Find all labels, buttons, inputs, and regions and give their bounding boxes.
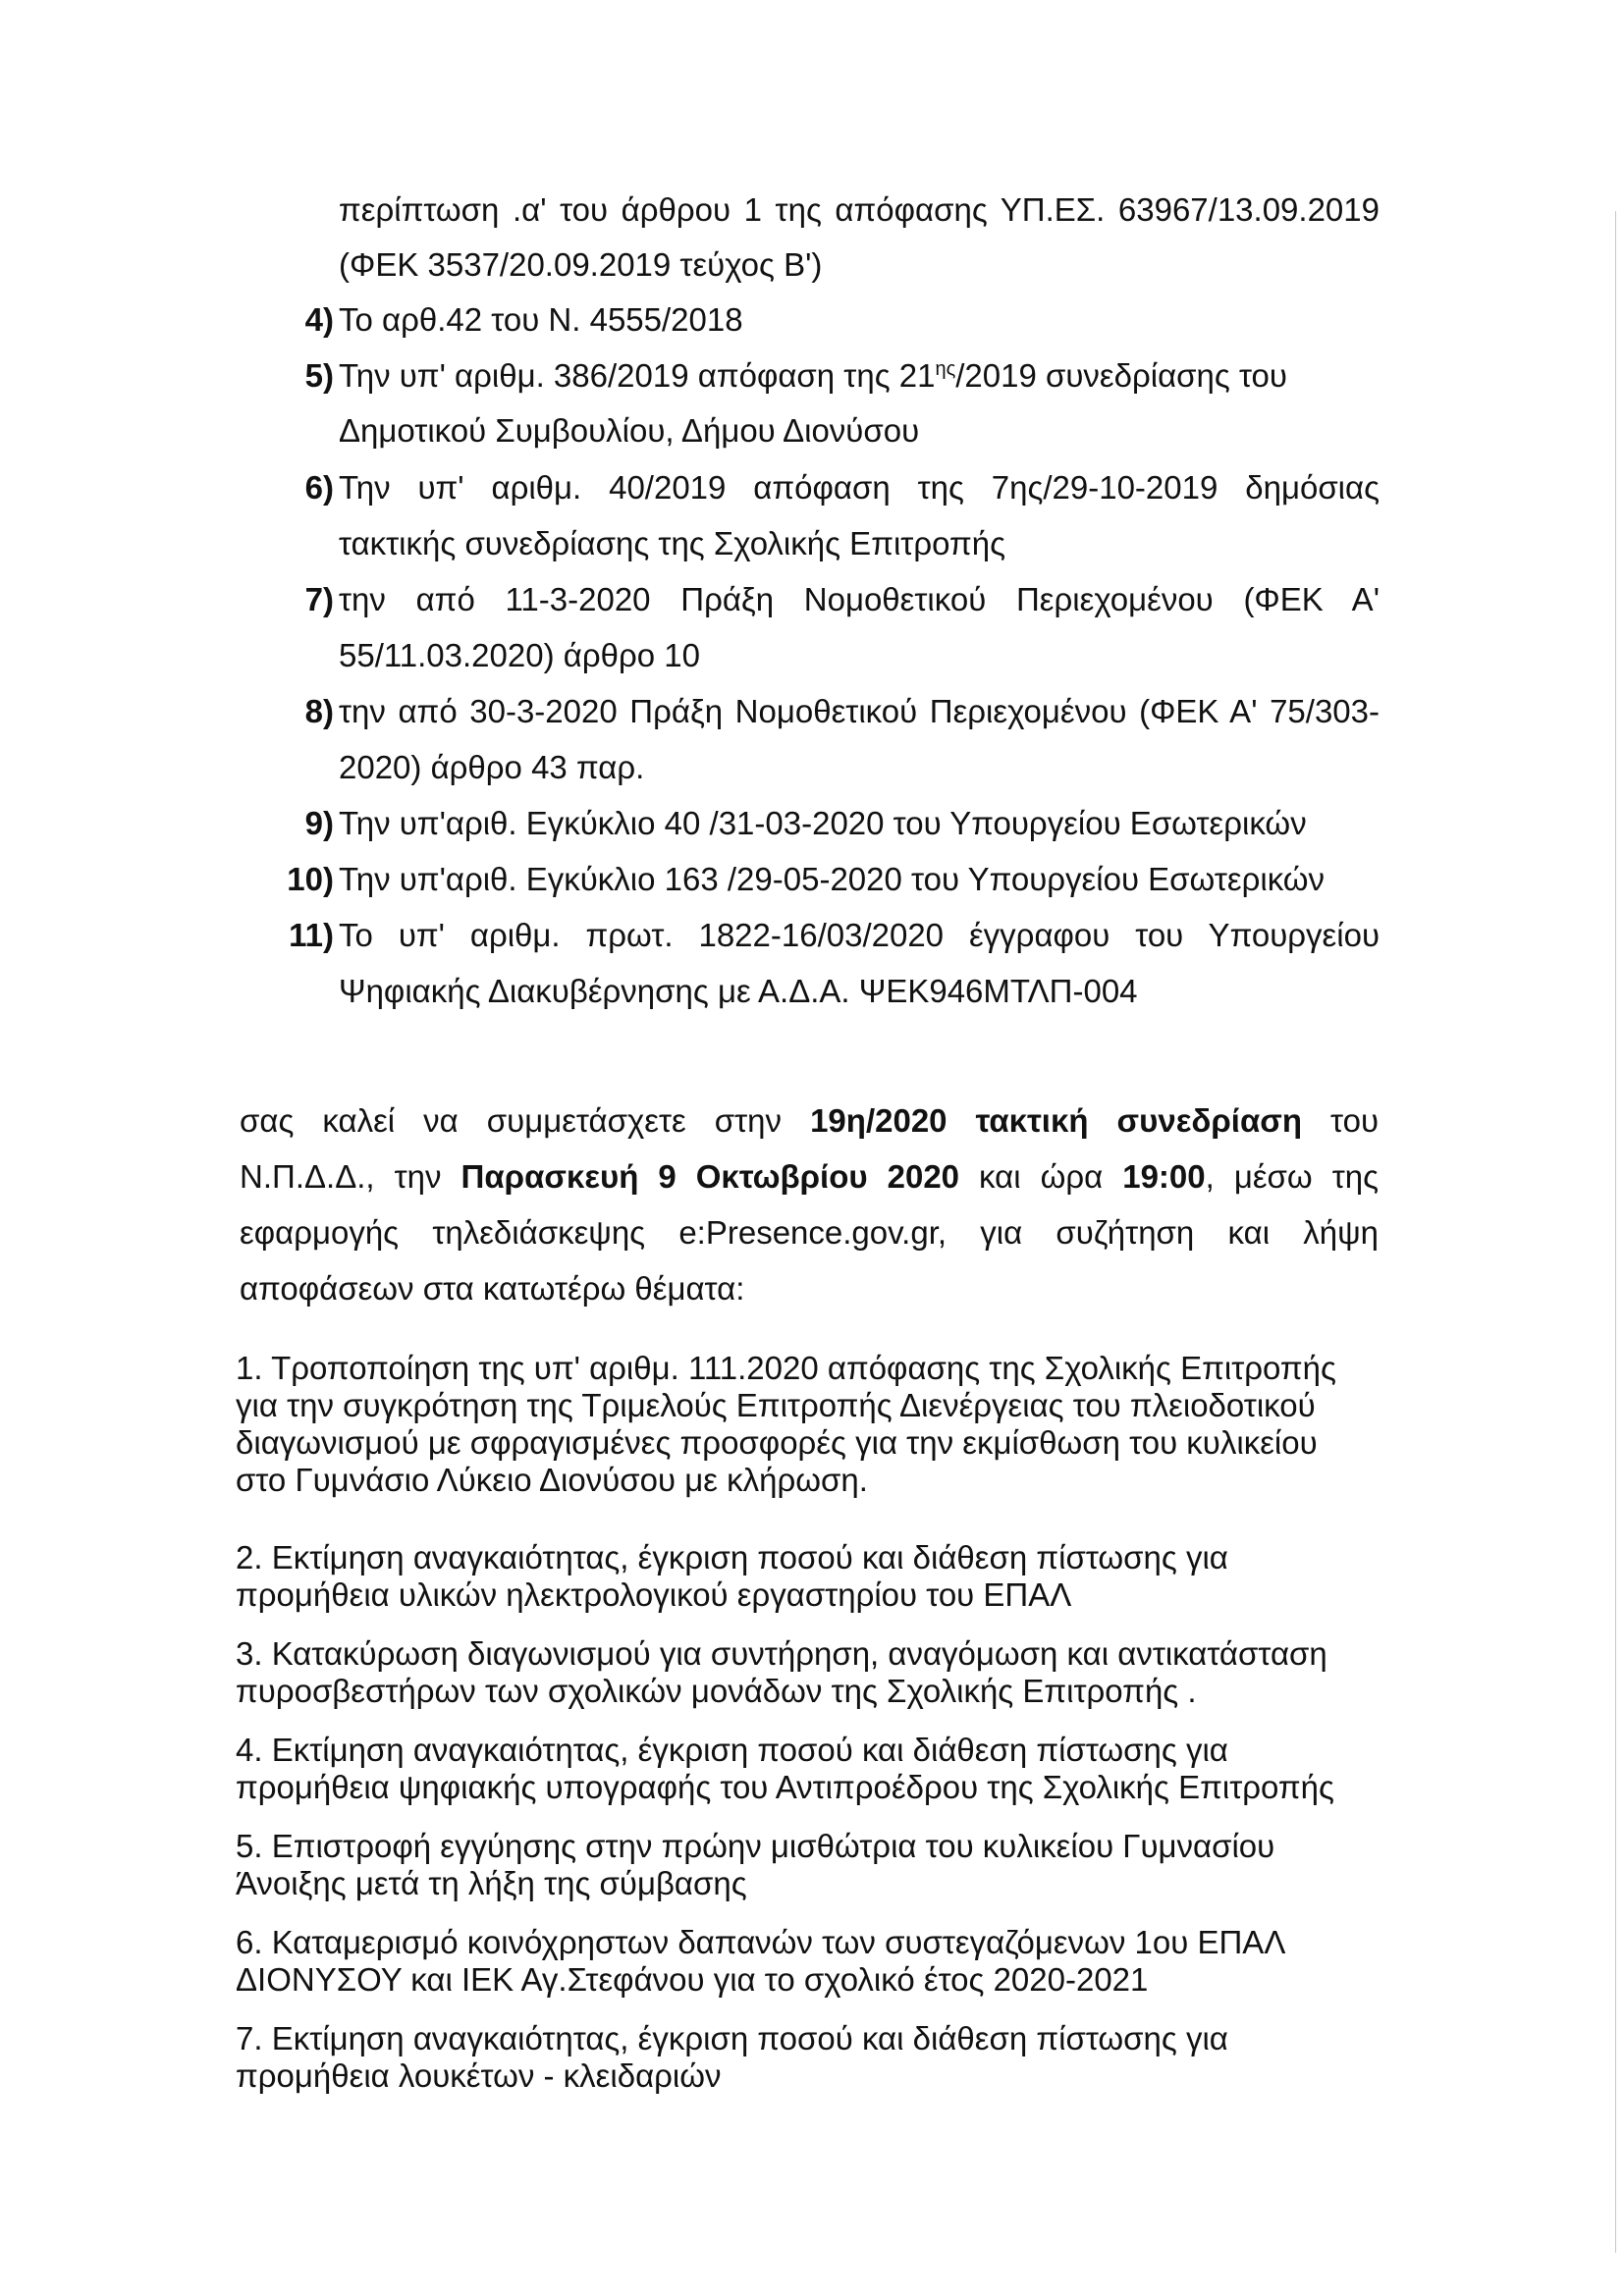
scan-edge-line bbox=[1615, 211, 1616, 2253]
agenda-item-7: 7. Εκτίμηση αναγκαιότητας, έγκριση ποσού και διάθεση πίστωσης για προμήθεια λουκέτων - κλειδαριών bbox=[236, 2020, 1228, 2094]
basis-item-text: την από 11-3-2020 Πράξη Νομοθετικού Περιεχομένου (ΦΕΚ Α' bbox=[339, 581, 1380, 617]
basis-item-text: Το αρθ.42 του Ν. 4555/2018 bbox=[339, 301, 743, 338]
invitation-line-2: Ν.Π.Δ.Δ., την Παρασκευή 9 Οκτωβρίου 2020 και ώρα 19:00, μέσω της bbox=[240, 1158, 1379, 1195]
basis-item-number: 6) bbox=[304, 469, 334, 506]
meeting-date: Παρασκευή 9 Οκτωβρίου 2020 bbox=[460, 1158, 960, 1195]
ordinal-superscript: ης bbox=[935, 358, 956, 380]
basis-item-text: Την υπ'αριθ. Εγκύκλιο 163 /29-05-2020 του Υπουργείου Εσωτερικών bbox=[339, 861, 1326, 897]
basis-item-text: Την υπ'αριθ. Εγκύκλιο 40 /31-03-2020 του Υπουργείου Εσωτερικών bbox=[339, 805, 1307, 841]
basis-item-text bbox=[339, 356, 1380, 396]
session-name: 19η/2020 τακτική συνεδρίαση bbox=[810, 1102, 1302, 1139]
invitation-line-1: σας καλεί να συμμετάσχετε στην 19η/2020 τακτική συνεδρίαση του bbox=[240, 1102, 1379, 1139]
agenda-item-6: 6. Καταμερισμό κοινόχρηστων δαπανών των συστεγαζόμενων 1ου ΕΠΑΛ ΔΙΟΝΥΣΟΥ και ΙΕΚ Αγ.Στεφάνου για το σχολικό έτος 2020-2021 bbox=[236, 1924, 1286, 1998]
basis-item-number: 4) bbox=[304, 301, 334, 338]
agenda-item-2: 2. Εκτίμηση αναγκαιότητας, έγκριση ποσού και διάθεση πίστωσης για προμήθεια υλικών ηλεκτρολογικού εργαστηρίου του ΕΠΑΛ bbox=[236, 1539, 1228, 1613]
basis-item-text: 55/11.03.2020) άρθρο 10 bbox=[339, 637, 700, 673]
meeting-time: 19:00 bbox=[1122, 1158, 1206, 1195]
basis-item-3-line-1: περίπτωση .α' του άρθρου 1 της απόφασης ΥΠ.ΕΣ. 63967/13.09.2019 bbox=[339, 191, 1380, 228]
basis-item-text: Την υπ' αριθμ. 40/2019 απόφαση της 7ης/29-10-2019 δημόσιας bbox=[339, 469, 1380, 506]
agenda-item-5: 5. Επιστροφή εγγύησης στην πρώην μισθώτρια του κυλικείου Γυμνασίου Άνοιξης μετά τη λήξη της σύμβασης bbox=[236, 1828, 1275, 1901]
basis-item-number: 10) bbox=[287, 861, 334, 897]
basis-item-number: 5) bbox=[304, 357, 334, 394]
agenda-item-3: 3. Κατακύρωση διαγωνισμού για συντήρηση, αναγόμωση και αντικατάσταση πυροσβεστήρων των σχολικών μονάδων της Σχολικής Επιτροπής . bbox=[236, 1635, 1327, 1709]
invitation-line-4: αποφάσεων στα κατωτέρω θέματα: bbox=[240, 1270, 745, 1307]
basis-item-text: 2020) άρθρο 43 παρ. bbox=[339, 749, 645, 785]
basis-item-3-line-2: (ΦΕΚ 3537/20.09.2019 τεύχος Β') bbox=[339, 246, 823, 283]
basis-item-text: Δημοτικού Συμβουλίου, Δήμου Διονύσου bbox=[339, 412, 920, 449]
basis-item-number: 9) bbox=[304, 805, 334, 841]
basis-item-5-part-a: Την υπ' αριθμ. 386/2019 απόφαση της $21^{\eta\varsigma}/2019$ συνεδρίασης του bbox=[339, 357, 1287, 394]
agenda-item-4: 4. Εκτίμηση αναγκαιότητας, έγκριση ποσού και διάθεση πίστωσης για προμήθεια ψηφιακής υπογραφής του Αντιπροέδρου της Σχολικής Επιτροπής bbox=[236, 1732, 1334, 1805]
basis-item-text: την από 30-3-2020 Πράξη Νομοθετικού Περιεχομένου (ΦΕΚ Α' 75/303- bbox=[339, 693, 1380, 729]
basis-item-number: 7) bbox=[304, 581, 334, 617]
basis-item-text: Ψηφιακής Διακυβέρνησης με Α.Δ.Α. ΨΕΚ946ΜΤΛΠ-004 bbox=[339, 973, 1138, 1009]
basis-item-number: 8) bbox=[304, 693, 334, 729]
basis-item-number: 11) bbox=[289, 917, 334, 953]
basis-item-text: τακτικής συνεδρίασης της Σχολικής Επιτροπής bbox=[339, 525, 1006, 561]
agenda-item-1: 1. Τροποποίηση της υπ' αριθμ. 111.2020 απόφασης της Σχολικής Επιτροπής για την συγκρότηση της Τριμελούς Επιτροπής Διενέργειας του πλειοδοτικού διαγωνισμού με σφραγισμένες προσφορές για την εκμίσθωση του κυλικείου στο Γυμνάσιο Λύκειο Διονύσου με κλήρωση. bbox=[236, 1350, 1336, 1498]
basis-item-text: Το υπ' αριθμ. πρωτ. 1822-16/03/2020 έγγραφου του Υπουργείου bbox=[339, 917, 1380, 953]
invitation-line-3: εφαρμογής τηλεδιάσκεψης e:Presence.gov.gr, για συζήτηση και λήψη bbox=[240, 1214, 1379, 1251]
